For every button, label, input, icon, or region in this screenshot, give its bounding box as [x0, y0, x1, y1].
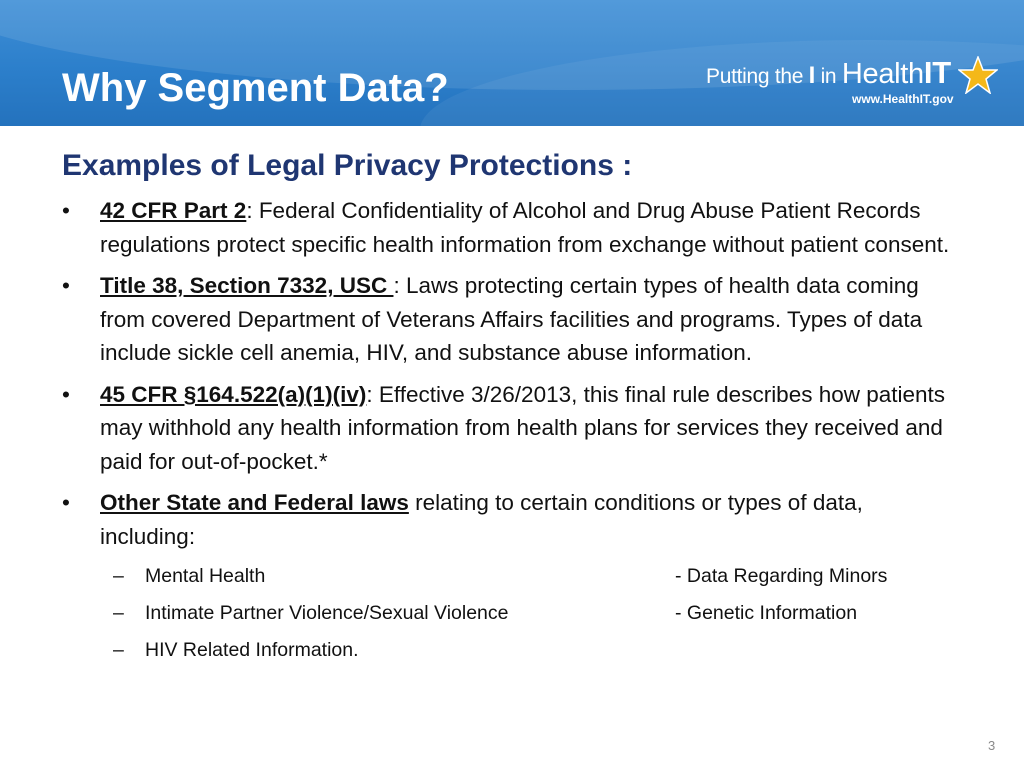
- sub-item-right: - Data Regarding Minors: [675, 565, 888, 587]
- bullet-label: 42 CFR Part 2: [100, 198, 247, 223]
- bullet-icon: •: [62, 381, 70, 407]
- bullet-icon: •: [62, 490, 70, 515]
- logo-text-it: IT: [923, 55, 951, 90]
- bullet-item: [62, 378, 962, 479]
- bullet-text: : Effective 3/26/2013, this final rule describes how patients may withhold any health information from health plans for services they received and paid for out-of-pocket.*: [100, 381, 946, 474]
- bullet-icon: •: [62, 198, 70, 223]
- sub-item-right: - Genetic Information: [675, 602, 858, 624]
- sub-item-left: Intimate Partner Violence/Sexual Violence: [145, 602, 509, 624]
- sub-item-left: Mental Health: [145, 565, 266, 587]
- star-icon: [958, 56, 998, 94]
- bullet-item: [62, 194, 962, 261]
- bullet-label: 45 CFR §164.522(a)(1)(iv): [100, 381, 367, 407]
- logo-text-putting: Putting the: [706, 65, 809, 88]
- sub-bullet-item: [100, 632, 962, 669]
- sub-bullet-item: [100, 595, 962, 632]
- bullet-label: Title 38, Section 7332, USC: [100, 273, 394, 298]
- dash-icon: –: [113, 602, 124, 624]
- section-subtitle: Examples of Legal Privacy Protections :: [62, 149, 633, 182]
- logo-url: www.HealthIT.gov: [852, 92, 954, 106]
- dash-icon: –: [113, 639, 124, 661]
- dash-icon: –: [113, 565, 124, 587]
- sub-bullet-list: [100, 558, 962, 669]
- bullet-text: : Federal Confidentiality of Alcohol and Drug Abuse Patient Records regulations protect specific health information from exchange without patient consent.: [100, 198, 950, 257]
- bullet-list: [62, 194, 962, 677]
- logo-text-health: Health: [841, 58, 924, 90]
- healthit-logo: [706, 54, 1006, 112]
- sub-bullet-item: [100, 558, 962, 595]
- slide-header: [0, 0, 1024, 126]
- bullet-text: : Laws protecting certain types of health data coming from covered Department of Veterans Affairs facilities and programs. Types of data include sickle cell anemia, HIV, and substance abuse information.: [100, 273, 923, 365]
- sub-item-left: HIV Related Information.: [145, 639, 359, 661]
- logo-wordmark: [706, 55, 951, 92]
- bullet-item: [62, 269, 962, 370]
- logo-text-in: in: [815, 65, 842, 88]
- bullet-label: Other State and Federal laws: [100, 490, 409, 515]
- page-number: 3: [988, 738, 996, 753]
- slide-title: Why Segment Data?: [62, 66, 449, 110]
- bullet-item: [62, 486, 962, 669]
- logo-text-i: I: [808, 62, 816, 89]
- bullet-text: relating to certain conditions or types of data, including:: [100, 490, 863, 549]
- bullet-icon: •: [62, 273, 70, 298]
